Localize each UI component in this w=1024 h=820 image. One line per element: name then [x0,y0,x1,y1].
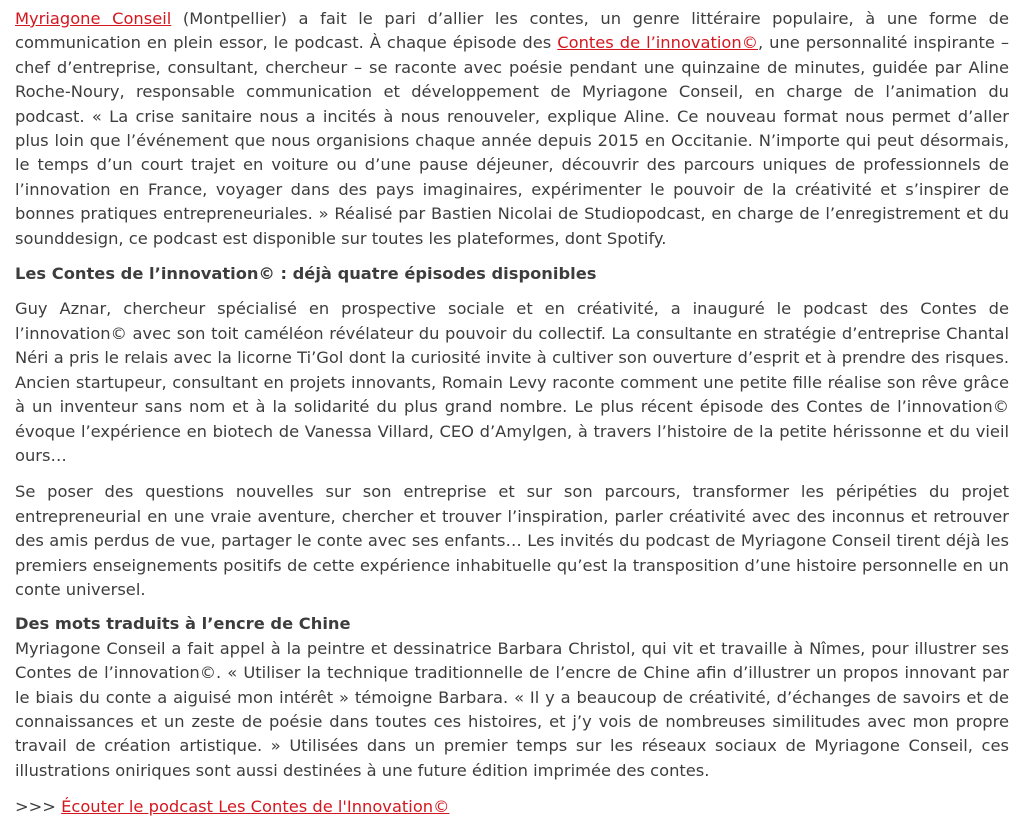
episodes-paragraph: Guy Aznar, chercheur spécialisé en prospective sociale et en créativité, a inauguré le podcast des Contes de l’innovation© avec son toit caméléon révélateur du pouvoir du collectif. La consultante en stratégie d’entreprise Chantal Néri a pris le relais avec la licorne Ti’Gol dont la curiosité invite à cultiver son ouverture d’esprit et à prendre des risques. Ancien startupeur, consultant en projets innovants, Romain Levy raconte comment une petite fille réalise son rêve grâce à un inventeur sans nom et à la solidarité du plus grand nombre. Le plus récent épisode des Contes de l’innovation© évoque l’expérience en biotech de Vanessa Villard, CEO d’Amylgen, à travers l’histoire de la petite hérissonne et du vieil ours… [15,299,1009,465]
myriagone-conseil-link[interactable]: Myriagone Conseil [15,9,172,28]
intro-text-2: , une personnalité inspirante – chef d’entreprise, consultant, chercheur – se raconte avec poésie pendant une quinzaine de minutes, guidée par Aline Roche-Noury, responsable communication et développement de Myriagone Conseil, en charge de l’animation du podcast. « La crise sanitaire nous a incités à nous renouveler, explique Aline. Ce nouveau format nous permet d’aller plus loin que l’événement que nous organisions chaque année depuis 2015 en Occitanie. N’importe qui peut désormais, le temps d’un court trajet en voiture ou d’une pause déjeuner, découvrir des parcours uniques de professionnels de l’innovation en France, voyager dans des pays imaginaires, expérimenter le pouvoir de la créativité et s’inspirer de bonnes pratiques entrepreneuriales. » Réalisé par Bastien Nicolai de Studiopodcast, en charge de l’enregistrement et du sounddesign, ce podcast est disponible sur toutes les plateformes, dont Spotify. [15,33,1010,248]
illustration-paragraph: Myriagone Conseil a fait appel à la peintre et dessinatrice Barbara Christol, qui vit et travaille à Nîmes, pour illustrer ses Contes de l’innovation©. « Utiliser la technique traditionnelle de l’encre de Chine afin d’illustrer un propos innovant par le biais du conte a aiguisé mon intérêt » témoigne Barbara. « Il y a beaucoup de créativité, d’échanges de savoirs et de connaissances et un zeste de poésie dans toutes ces histoires, et j’y vois de nombreuses similitudes avec mon propre travail de création artistique. » Utilisées dans un premier temps sur les réseaux sociaux de Myriagone Conseil, ces illustrations oniriques sont aussi destinées à une future édition imprimée des contes. [15,638,1009,780]
listen-podcast-link[interactable]: Écouter le podcast Les Contes de l'Innovation© [61,797,450,817]
section-heading-episodes: Les Contes de l’innovation© : déjà quatre épisodes disponibles [15,264,597,284]
intro-paragraph [15,7,1009,251]
article-body [15,7,1009,820]
contes-innovation-link[interactable]: Contes de l’innovation© [557,33,758,53]
cta-prefix: >>> [15,797,62,817]
section-heading-ink: Des mots traduits à l’encre de Chine [15,614,351,634]
guests-paragraph: Se poser des questions nouvelles sur son entreprise et sur son parcours, transformer les péripéties du projet entrepreneurial en une vraie aventure, chercher et trouver l’inspiration, parler créativité avec des inconnus et retrouver des amis perdus de vue, partager le conte avec ses enfants… Les invités du podcast de Myriagone Conseil tirent déjà les premiers enseignements positifs de cette expérience inhabituelle qu’est la transposition d’une histoire personnelle en un conte universel. [15,482,1009,599]
podcast-cta [15,795,1009,819]
intro-text-1: (Montpellier) a fait le pari d’allier les contes, un genre littéraire populaire, à une forme de communication en plein essor, le podcast. À chaque épisode des [15,9,1009,53]
